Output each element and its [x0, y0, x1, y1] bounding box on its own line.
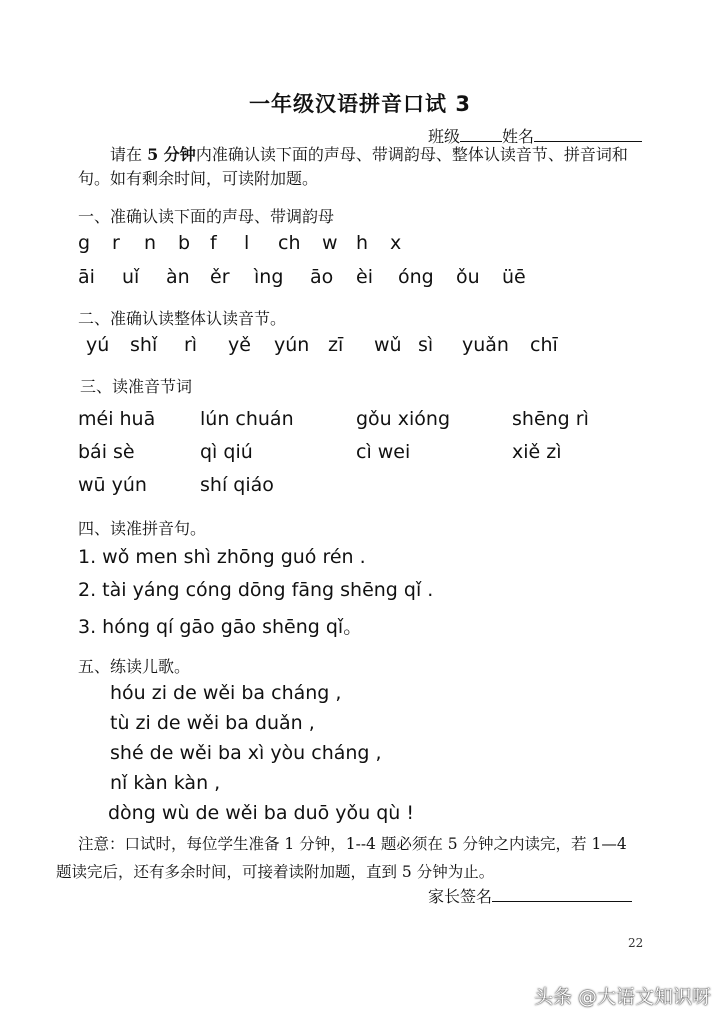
parent-sign-label: 家长签名 [428, 887, 493, 906]
syllable-item: wǔ [374, 334, 402, 356]
initial-item: g [78, 232, 91, 254]
initial-item: w [322, 232, 338, 254]
sentence-2: 2. tài yáng cóng dōng fāng shēng qǐ . [78, 579, 434, 601]
section-4-heading: 四、读准拼音句。 [78, 519, 207, 538]
syllable-item: rì [184, 334, 198, 356]
initial-item: f [210, 232, 217, 254]
class-label: 班级 [428, 127, 461, 146]
initial-item: l [244, 232, 250, 254]
word-item: gǒu xióng [356, 408, 451, 430]
page-number: 22 [628, 936, 644, 950]
final-item: üē [502, 266, 526, 288]
final-item: óng [398, 266, 434, 288]
word-item: bái sè [78, 441, 135, 463]
note-line-2: 题读完后，还有多余时间，可接着读附加题，直到 5 分钟为止。 [56, 863, 495, 881]
initial-item: r [112, 232, 120, 254]
rhyme-line-1: hóu zi de wěi ba cháng , [110, 682, 342, 704]
initial-item: x [390, 232, 402, 254]
final-item: uǐ [122, 266, 140, 288]
name-label: 姓名 [502, 127, 535, 146]
final-item: ěr [210, 266, 230, 288]
word-item: xiě zì [512, 441, 562, 463]
word-item: cì wei [356, 441, 411, 463]
word-item: shēng rì [512, 408, 589, 430]
word-item: qì qiú [200, 441, 253, 463]
intro-line-1: 请在 5 分钟内准确认读下面的声母、带调韵母、整体认读音节、拼音词和 [110, 145, 628, 164]
word-item: lún chuán [200, 408, 294, 430]
initial-item: ch [278, 232, 301, 254]
watermark: 头条 @大语文知识呀 [534, 986, 712, 1008]
initial-item: h [356, 232, 369, 254]
syllable-item: yuǎn [462, 334, 509, 356]
note-line-1: 注意：口试时，每位学生准备 1 分钟，1--4 题必须在 5 分钟之内读完，若 1—4 [78, 835, 627, 853]
intro-line-2: 句。如有剩余时间，可读附加题。 [78, 169, 319, 188]
final-item: ìng [254, 266, 284, 288]
name-blank [534, 127, 642, 142]
section-1-heading: 一、准确认读下面的声母、带调韵母 [78, 207, 335, 226]
initial-item: b [178, 232, 191, 254]
page-title: 一年级汉语拼音口试 3 [249, 92, 471, 116]
word-item: wū yún [78, 474, 147, 496]
parent-sign-blank [492, 887, 632, 902]
syllable-item: sì [418, 334, 434, 356]
sentence-1: 1. wǒ men shì zhōng guó rén . [78, 546, 366, 568]
sentence-3: 3. hóng qí gāo gāo shēng qǐ。 [78, 616, 363, 638]
syllable-item: yě [228, 334, 251, 356]
syllable-item: chī [530, 334, 558, 356]
word-item: méi huā [78, 408, 156, 430]
section-3-heading: 三、读准音节词 [80, 377, 193, 396]
final-item: āo [310, 266, 334, 288]
initial-item: n [144, 232, 157, 254]
rhyme-line-2: tù zi de wěi ba duǎn , [110, 712, 315, 734]
rhyme-line-4: nǐ kàn kàn , [110, 772, 221, 794]
syllable-item: yún [274, 334, 310, 356]
syllable-item: yú [86, 334, 110, 356]
final-item: āi [78, 266, 95, 288]
section-2-heading: 二、准确认读整体认读音节。 [78, 309, 287, 328]
final-item: àn [166, 266, 190, 288]
syllable-item: shǐ [130, 334, 158, 356]
final-item: ǒu [456, 266, 480, 288]
section-5-heading: 五、练读儿歌。 [78, 657, 191, 676]
parent-signature [428, 884, 632, 907]
word-item: shí qiáo [200, 474, 274, 496]
syllable-item: zī [328, 334, 344, 356]
rhyme-line-3: shé de wěi ba xì yòu cháng , [110, 742, 382, 764]
final-item: èi [356, 266, 373, 288]
rhyme-line-5: dòng wù de wěi ba duō yǒu qù ! [108, 802, 415, 824]
class-blank [460, 127, 502, 142]
